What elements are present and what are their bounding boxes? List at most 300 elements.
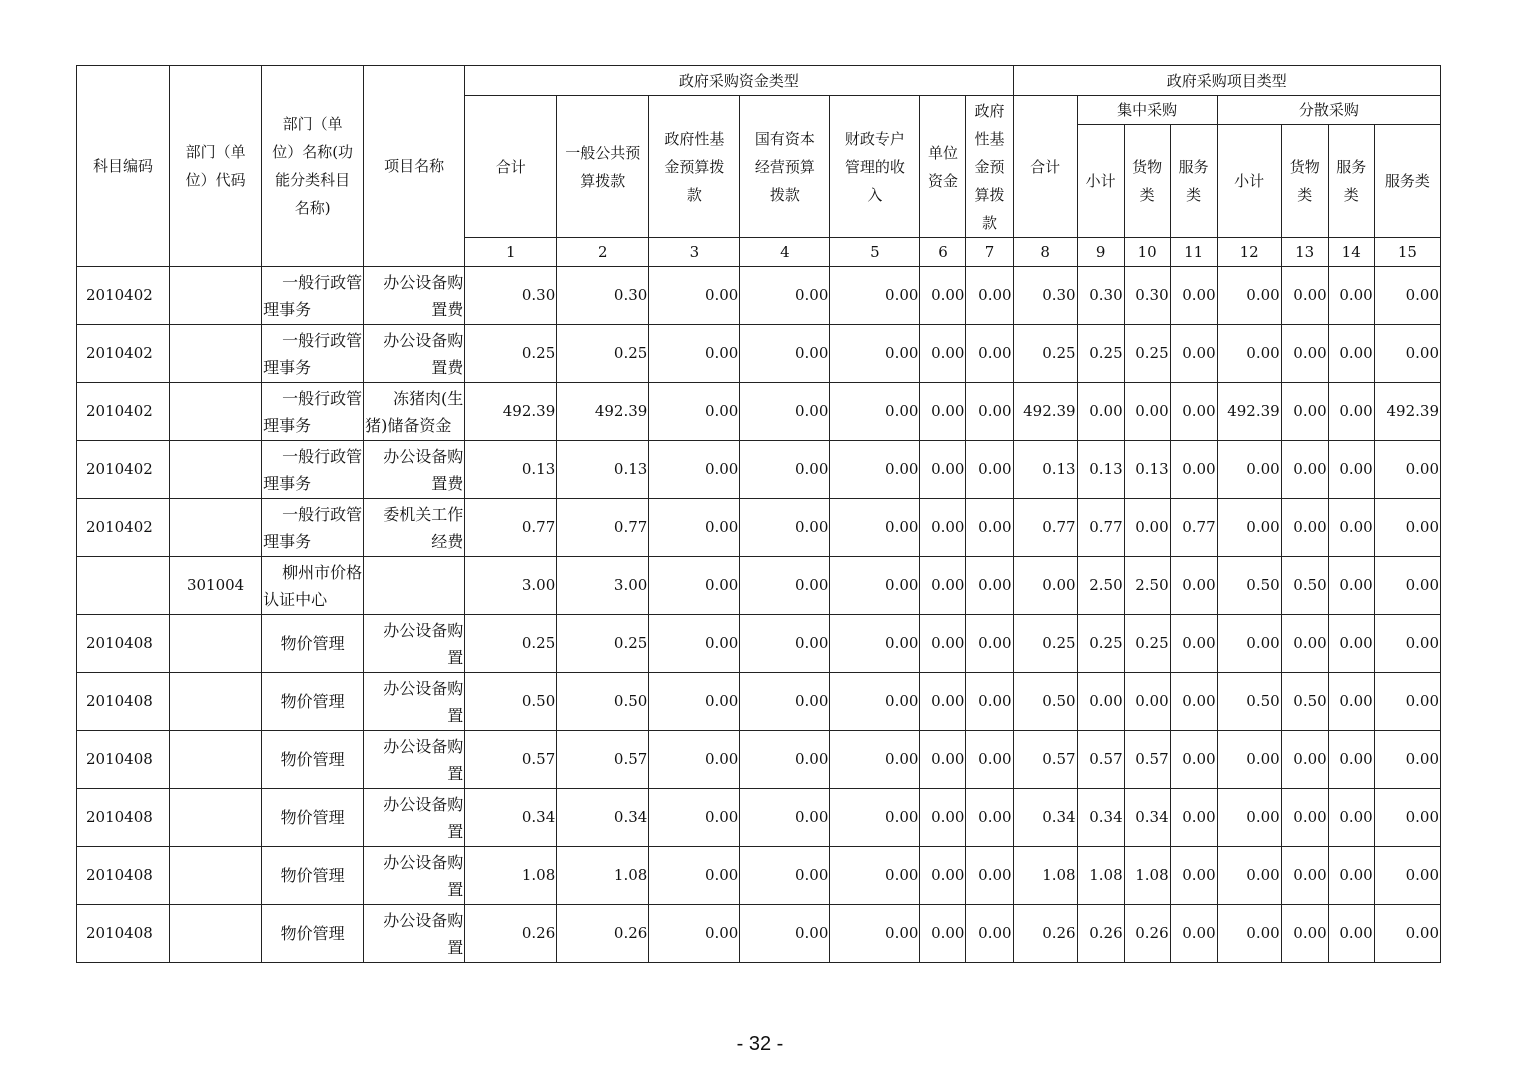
amount-cell: 0.25 [1013, 325, 1077, 383]
amount-cell: 0.50 [1281, 673, 1328, 731]
amount-cell: 0.00 [740, 383, 830, 441]
project-name-cell [364, 731, 465, 789]
amount-cell: 0.00 [1170, 615, 1217, 673]
amount-cell: 2.50 [1124, 557, 1170, 615]
amount-cell: 0.00 [1217, 267, 1281, 325]
header-text: 位）名称(功 [272, 143, 354, 161]
amount-cell: 0.00 [1281, 615, 1328, 673]
amount-cell: 0.00 [740, 557, 830, 615]
amount-cell: 0.00 [1374, 441, 1440, 499]
dept-name-line: 一般行政管 [282, 388, 363, 408]
subject-code-cell: 2010408 [77, 847, 170, 905]
dept-name-line: 一般行政管 [282, 504, 363, 524]
header-central-col [1170, 125, 1217, 238]
amount-cell: 1.08 [557, 847, 649, 905]
amount-cell: 0.00 [920, 673, 966, 731]
dept-name-line: 物价管理 [280, 634, 345, 653]
amount-cell: 1.08 [1124, 847, 1170, 905]
project-name-cell [364, 267, 465, 325]
col-number: 6 [920, 238, 966, 267]
amount-cell: 0.00 [966, 673, 1013, 731]
amount-cell: 0.34 [557, 789, 649, 847]
project-name-line: 猪)储备资金 [365, 415, 452, 435]
amount-cell: 0.77 [1170, 499, 1217, 557]
dept-name-line: 物价管理 [280, 866, 345, 885]
amount-cell: 0.00 [649, 499, 740, 557]
amount-cell: 0.00 [1170, 789, 1217, 847]
amount-cell: 0.00 [1328, 905, 1374, 963]
amount-cell: 0.00 [1328, 847, 1374, 905]
project-name-line: 置费 [431, 473, 464, 493]
dept-name-line: 物价管理 [280, 808, 345, 827]
table-row [77, 499, 1441, 557]
header-central-col [1124, 125, 1170, 238]
header-project-type: 政府采购项目类型 [1013, 66, 1440, 96]
amount-cell: 0.00 [1217, 325, 1281, 383]
header-text: 财政专户 [844, 129, 905, 148]
col-number: 8 [1013, 238, 1077, 267]
subject-code-cell: 2010408 [77, 731, 170, 789]
amount-cell: 0.26 [1013, 905, 1077, 963]
dept-name-cell [262, 325, 364, 383]
header-dept-code [170, 66, 262, 267]
amount-cell: 0.25 [1077, 615, 1124, 673]
header-text: 政府性基 [664, 129, 725, 148]
table-row [77, 325, 1441, 383]
amount-cell: 0.00 [1374, 267, 1440, 325]
header-text: 小计 [1085, 172, 1116, 190]
amount-cell: 0.00 [740, 441, 830, 499]
amount-cell: 0.00 [966, 847, 1013, 905]
amount-cell: 0.30 [1077, 267, 1124, 325]
amount-cell: 0.25 [1124, 615, 1170, 673]
header-text: 国有资本 [754, 129, 815, 148]
header-dispersed-col [1374, 125, 1440, 238]
amount-cell: 0.00 [1328, 499, 1374, 557]
amount-cell: 0.00 [740, 325, 830, 383]
project-name-line: 办公设备购 [383, 794, 464, 814]
dept-name-cell [262, 731, 364, 789]
amount-cell: 0.00 [1170, 557, 1217, 615]
project-name-cell [364, 789, 465, 847]
subject-code-cell: 2010402 [77, 325, 170, 383]
amount-cell: 1.08 [465, 847, 557, 905]
subject-code-cell: 2010408 [77, 615, 170, 673]
dept-name-line: 物价管理 [280, 750, 345, 769]
amount-cell: 0.00 [830, 789, 920, 847]
col-number: 9 [1077, 238, 1124, 267]
amount-cell: 0.77 [1013, 499, 1077, 557]
amount-cell: 0.13 [1077, 441, 1124, 499]
amount-cell: 0.50 [1217, 673, 1281, 731]
amount-cell: 3.00 [465, 557, 557, 615]
project-name-line: 冻猪肉(生 [392, 388, 464, 408]
amount-cell: 0.00 [1217, 905, 1281, 963]
amount-cell: 1.08 [1077, 847, 1124, 905]
col-number: 7 [966, 238, 1013, 267]
amount-cell: 0.00 [830, 383, 920, 441]
amount-cell: 0.00 [1281, 325, 1328, 383]
amount-cell: 0.00 [1374, 673, 1440, 731]
amount-cell: 0.00 [1170, 267, 1217, 325]
header-fund-col [966, 96, 1013, 238]
header-central-col [1077, 125, 1124, 238]
amount-cell: 0.00 [1374, 789, 1440, 847]
header-text: 款 [982, 213, 998, 232]
subject-code-cell: 2010408 [77, 673, 170, 731]
amount-cell: 0.00 [1124, 383, 1170, 441]
amount-cell: 0.00 [966, 441, 1013, 499]
project-name-line: 置 [447, 705, 464, 725]
amount-cell: 0.00 [1077, 673, 1124, 731]
amount-cell: 0.00 [966, 499, 1013, 557]
dept-code-cell [170, 383, 262, 441]
col-number: 1 [465, 238, 557, 267]
header-fund-col [557, 96, 649, 238]
amount-cell: 0.00 [830, 731, 920, 789]
header-text: 经营预算 [754, 157, 815, 176]
page-number: - 32 - [736, 1033, 784, 1055]
amount-cell: 0.00 [966, 905, 1013, 963]
col-number: 2 [557, 238, 649, 267]
project-name-line: 置 [447, 937, 464, 957]
amount-cell: 0.57 [465, 731, 557, 789]
header-text: 金预 [974, 157, 1005, 176]
amount-cell: 492.39 [1374, 383, 1440, 441]
header-dispersed-col [1281, 125, 1328, 238]
col-number: 11 [1170, 238, 1217, 267]
header-code: 科目编码 [77, 66, 170, 267]
amount-cell: 0.00 [740, 267, 830, 325]
col-number: 4 [740, 238, 830, 267]
amount-cell: 2.50 [1077, 557, 1124, 615]
header-fund-type: 政府采购资金类型 [465, 66, 1013, 96]
amount-cell: 0.00 [1217, 499, 1281, 557]
table-row [77, 789, 1441, 847]
header-text: 合计 [495, 157, 526, 176]
header-text: 政府 [974, 101, 1005, 120]
col-number: 10 [1124, 238, 1170, 267]
header-text: 货物 [1289, 158, 1320, 176]
project-name-line: 委机关工作 [383, 504, 464, 524]
project-name-line: 办公设备购 [383, 620, 464, 640]
amount-cell: 0.25 [465, 615, 557, 673]
amount-cell: 0.00 [1170, 847, 1217, 905]
header-text: 部门（单 [185, 143, 246, 161]
dept-name-cell [262, 673, 364, 731]
amount-cell: 0.00 [649, 731, 740, 789]
subject-code-cell: 2010408 [77, 905, 170, 963]
project-name-line: 置 [447, 763, 464, 783]
amount-cell: 0.00 [649, 325, 740, 383]
subject-code-cell: 2010408 [77, 789, 170, 847]
dept-name-cell [262, 267, 364, 325]
table-row [77, 731, 1441, 789]
header-text: 服务类 [1384, 172, 1430, 190]
table-body [77, 267, 1441, 963]
project-name-line: 办公设备购 [383, 736, 464, 756]
subject-code-cell: 2010402 [77, 267, 170, 325]
project-name-cell [364, 673, 465, 731]
project-name-cell [364, 615, 465, 673]
amount-cell: 0.00 [966, 383, 1013, 441]
header-text: 类 [1343, 186, 1359, 204]
amount-cell: 0.00 [830, 557, 920, 615]
amount-cell: 0.00 [1374, 499, 1440, 557]
amount-cell: 0.26 [1124, 905, 1170, 963]
amount-cell: 0.30 [557, 267, 649, 325]
amount-cell: 0.00 [740, 731, 830, 789]
dept-name-line: 理事务 [263, 415, 312, 435]
amount-cell: 0.00 [1217, 441, 1281, 499]
header-fund-col [920, 96, 966, 238]
dept-name-cell [262, 905, 364, 963]
amount-cell: 0.00 [1374, 847, 1440, 905]
amount-cell: 0.00 [920, 905, 966, 963]
dept-name-line: 认证中心 [263, 589, 328, 609]
amount-cell: 0.00 [649, 673, 740, 731]
subject-code-cell: 2010402 [77, 383, 170, 441]
header-dispersed-col [1217, 125, 1281, 238]
subject-code-cell: 2010402 [77, 499, 170, 557]
amount-cell: 0.00 [1374, 731, 1440, 789]
header-text: 性基 [974, 129, 1005, 148]
dept-name-cell [262, 615, 364, 673]
table-row [77, 673, 1441, 731]
header-text: 类 [1186, 186, 1202, 204]
header-text: 货物 [1132, 158, 1163, 176]
header-dept-name [262, 66, 364, 267]
amount-cell: 0.13 [1013, 441, 1077, 499]
dept-code-cell [170, 789, 262, 847]
amount-cell: 0.00 [649, 267, 740, 325]
amount-cell: 0.00 [740, 673, 830, 731]
project-name-cell [364, 383, 465, 441]
dept-name-cell [262, 847, 364, 905]
amount-cell: 0.00 [1281, 789, 1328, 847]
amount-cell: 0.26 [557, 905, 649, 963]
header-text: 能分类科目 [275, 171, 351, 189]
amount-cell: 0.00 [1077, 383, 1124, 441]
dept-name-line: 理事务 [263, 473, 312, 493]
amount-cell: 0.77 [557, 499, 649, 557]
amount-cell: 0.00 [1328, 789, 1374, 847]
header-dispersed: 分散采购 [1217, 96, 1440, 125]
header-fund-col [649, 96, 740, 238]
amount-cell: 0.00 [649, 383, 740, 441]
amount-cell: 0.00 [1328, 557, 1374, 615]
amount-cell: 0.34 [465, 789, 557, 847]
col-number: 15 [1374, 238, 1440, 267]
header-text: 金预算拨 [664, 157, 725, 176]
amount-cell: 0.00 [966, 557, 1013, 615]
amount-cell: 0.77 [465, 499, 557, 557]
dept-name-line: 一般行政管 [282, 330, 363, 350]
amount-cell: 0.57 [1124, 731, 1170, 789]
amount-cell: 0.00 [1170, 905, 1217, 963]
amount-cell: 0.00 [830, 441, 920, 499]
amount-cell: 0.00 [649, 615, 740, 673]
header-text: 服务 [1178, 158, 1209, 176]
amount-cell: 0.00 [1328, 731, 1374, 789]
amount-cell: 0.34 [1124, 789, 1170, 847]
amount-cell: 0.00 [920, 731, 966, 789]
amount-cell: 0.00 [920, 557, 966, 615]
header-fund-col [740, 96, 830, 238]
amount-cell: 0.00 [920, 267, 966, 325]
amount-cell: 0.26 [1077, 905, 1124, 963]
amount-cell: 0.00 [1281, 383, 1328, 441]
amount-cell: 0.00 [1374, 557, 1440, 615]
amount-cell: 0.00 [920, 847, 966, 905]
amount-cell: 0.00 [649, 847, 740, 905]
amount-cell: 0.00 [1013, 557, 1077, 615]
header-text: 名称) [294, 199, 331, 217]
amount-cell: 0.00 [1124, 499, 1170, 557]
amount-cell: 0.00 [1328, 267, 1374, 325]
amount-cell: 0.00 [1374, 615, 1440, 673]
amount-cell: 0.30 [465, 267, 557, 325]
amount-cell: 0.57 [1077, 731, 1124, 789]
header-text: 类 [1297, 186, 1313, 204]
amount-cell: 0.00 [1281, 847, 1328, 905]
table-row [77, 441, 1441, 499]
project-name-line: 办公设备购 [383, 852, 464, 872]
header-text: 款 [686, 185, 702, 204]
amount-cell: 0.50 [557, 673, 649, 731]
amount-cell: 0.00 [1170, 383, 1217, 441]
header-project: 项目名称 [364, 66, 465, 267]
header-text: 类 [1139, 186, 1155, 204]
amount-cell: 0.00 [1217, 789, 1281, 847]
project-name-cell [364, 441, 465, 499]
amount-cell: 492.39 [1013, 383, 1077, 441]
amount-cell: 0.00 [1328, 325, 1374, 383]
amount-cell: 0.30 [1013, 267, 1077, 325]
amount-cell: 492.39 [465, 383, 557, 441]
amount-cell: 0.25 [557, 615, 649, 673]
amount-cell: 0.00 [1281, 905, 1328, 963]
amount-cell: 0.00 [830, 267, 920, 325]
col-number: 5 [830, 238, 920, 267]
dept-code-cell [170, 905, 262, 963]
project-name-cell [364, 557, 465, 615]
dept-name-line: 理事务 [263, 357, 312, 377]
dept-name-cell [262, 789, 364, 847]
header-dispersed-col [1328, 125, 1374, 238]
amount-cell: 0.00 [649, 789, 740, 847]
project-name-line: 经费 [431, 531, 464, 551]
dept-code-cell [170, 441, 262, 499]
amount-cell: 0.00 [1281, 731, 1328, 789]
amount-cell: 0.13 [557, 441, 649, 499]
project-name-cell [364, 905, 465, 963]
project-name-line: 办公设备购 [383, 330, 464, 350]
amount-cell: 0.77 [1077, 499, 1124, 557]
project-name-line: 办公设备购 [383, 446, 464, 466]
col-number: 14 [1328, 238, 1374, 267]
amount-cell: 0.50 [1013, 673, 1077, 731]
amount-cell: 0.00 [649, 905, 740, 963]
amount-cell: 0.00 [1170, 731, 1217, 789]
subject-code-cell: 2010402 [77, 441, 170, 499]
amount-cell: 0.26 [465, 905, 557, 963]
amount-cell: 0.13 [465, 441, 557, 499]
amount-cell: 0.00 [1217, 731, 1281, 789]
amount-cell: 0.00 [830, 673, 920, 731]
amount-cell: 0.25 [465, 325, 557, 383]
project-name-cell [364, 499, 465, 557]
amount-cell: 0.00 [1374, 905, 1440, 963]
amount-cell: 0.00 [740, 905, 830, 963]
dept-name-line: 理事务 [263, 299, 312, 319]
amount-cell: 0.00 [830, 325, 920, 383]
table-row [77, 615, 1441, 673]
dept-name-cell [262, 383, 364, 441]
header-text: 入 [867, 185, 883, 204]
amount-cell: 0.00 [1374, 325, 1440, 383]
amount-cell: 0.00 [740, 847, 830, 905]
amount-cell: 0.00 [1328, 673, 1374, 731]
table-row [77, 557, 1441, 615]
amount-cell: 0.00 [966, 325, 1013, 383]
amount-cell: 0.00 [1281, 441, 1328, 499]
header-text: 单位 [927, 143, 958, 162]
table-row [77, 267, 1441, 325]
header-text: 拨款 [769, 185, 800, 204]
amount-cell: 0.00 [966, 731, 1013, 789]
amount-cell: 0.57 [557, 731, 649, 789]
amount-cell: 492.39 [1217, 383, 1281, 441]
header-proj-total: 合计 [1013, 96, 1077, 238]
dept-name-cell [262, 499, 364, 557]
amount-cell: 0.50 [1281, 557, 1328, 615]
amount-cell: 0.00 [966, 267, 1013, 325]
dept-name-line: 柳州市价格 [282, 562, 363, 582]
amount-cell: 0.25 [1124, 325, 1170, 383]
dept-code-cell [170, 615, 262, 673]
amount-cell: 0.00 [966, 615, 1013, 673]
amount-cell: 0.34 [1013, 789, 1077, 847]
dept-name-cell [262, 441, 364, 499]
amount-cell: 0.00 [1170, 441, 1217, 499]
amount-cell: 0.00 [830, 499, 920, 557]
amount-cell: 3.00 [557, 557, 649, 615]
dept-code-cell [170, 847, 262, 905]
header-text: 管理的收 [844, 157, 905, 176]
header-text: 一般公共预 [565, 143, 641, 162]
amount-cell: 0.00 [740, 789, 830, 847]
project-name-line: 置费 [431, 357, 464, 377]
project-name-line: 办公设备购 [383, 272, 464, 292]
dept-code-cell: 301004 [170, 557, 262, 615]
amount-cell: 0.00 [1328, 383, 1374, 441]
dept-code-cell [170, 267, 262, 325]
header-text: 算拨款 [580, 171, 626, 190]
table-header [77, 66, 1441, 267]
project-name-line: 置 [447, 821, 464, 841]
amount-cell: 0.13 [1124, 441, 1170, 499]
amount-cell: 0.00 [920, 615, 966, 673]
header-fund-col [830, 96, 920, 238]
dept-name-line: 一般行政管 [282, 446, 363, 466]
col-number: 3 [649, 238, 740, 267]
amount-cell: 0.00 [1170, 325, 1217, 383]
amount-cell: 0.00 [1170, 673, 1217, 731]
amount-cell: 0.30 [1124, 267, 1170, 325]
amount-cell: 0.00 [920, 441, 966, 499]
dept-code-cell [170, 325, 262, 383]
